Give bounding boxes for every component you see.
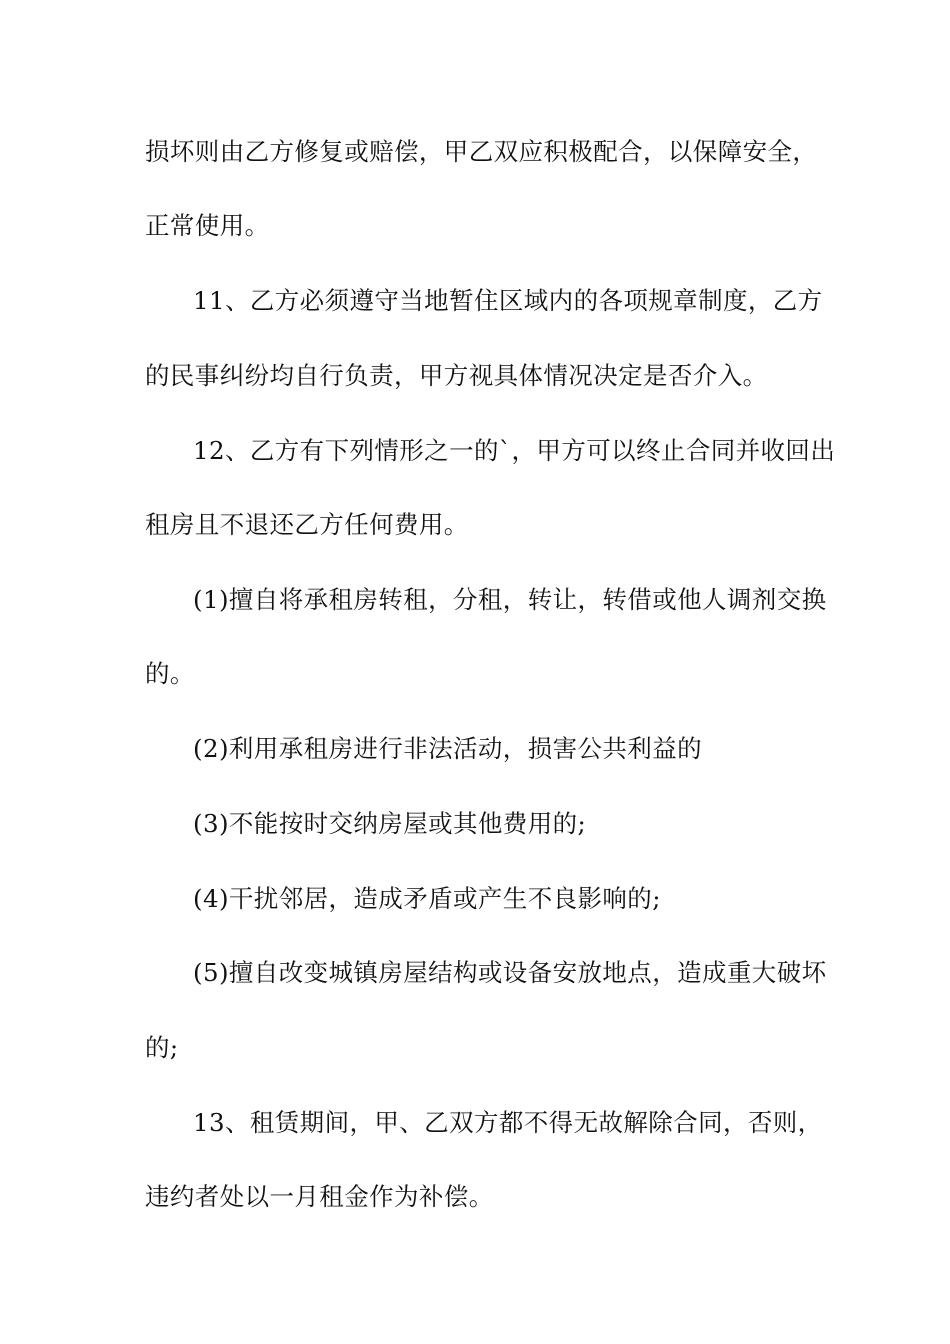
item-2: (2)利用承租房进行非法活动，损害公共利益的 <box>193 734 703 763</box>
item-5-line-1: (5)擅自改变城镇房屋结构或设备安放地点，造成重大破坏 <box>193 958 827 987</box>
clause-12-line-2: 租房且不退还乙方任何费用。 <box>145 510 469 539</box>
item-4: (4)干扰邻居，造成矛盾或产生不良影响的; <box>193 884 661 913</box>
clause-11-line-1: 11、乙方必须遵守当地暂住区域内的各项规章制度，乙方 <box>193 286 823 315</box>
clause-13-line-1: 13、租赁期间，甲、乙双方都不得无故解除合同，否则， <box>193 1108 823 1137</box>
item-1-line-2: 的。 <box>145 659 195 688</box>
clause-12-line-1: 12、乙方有下列情形之一的`，甲方可以终止合同并收回出 <box>193 436 836 465</box>
text-line-1: 损坏则由乙方修复或赔偿，甲乙双应积极配合，以保障安全， <box>145 137 818 166</box>
item-1-line-1: (1)擅自将承租房转租，分租，转让，转借或他人调剂交换 <box>193 585 827 614</box>
text-line-2: 正常使用。 <box>145 211 270 240</box>
item-3: (3)不能按时交纳房屋或其他费用的; <box>193 809 587 838</box>
clause-13-line-2: 违约者处以一月租金作为补偿。 <box>145 1182 494 1211</box>
clause-11-line-2: 的民事纠纷均自行负责，甲方视具体情况决定是否介入。 <box>145 361 768 390</box>
item-5-line-2: 的; <box>145 1033 179 1062</box>
